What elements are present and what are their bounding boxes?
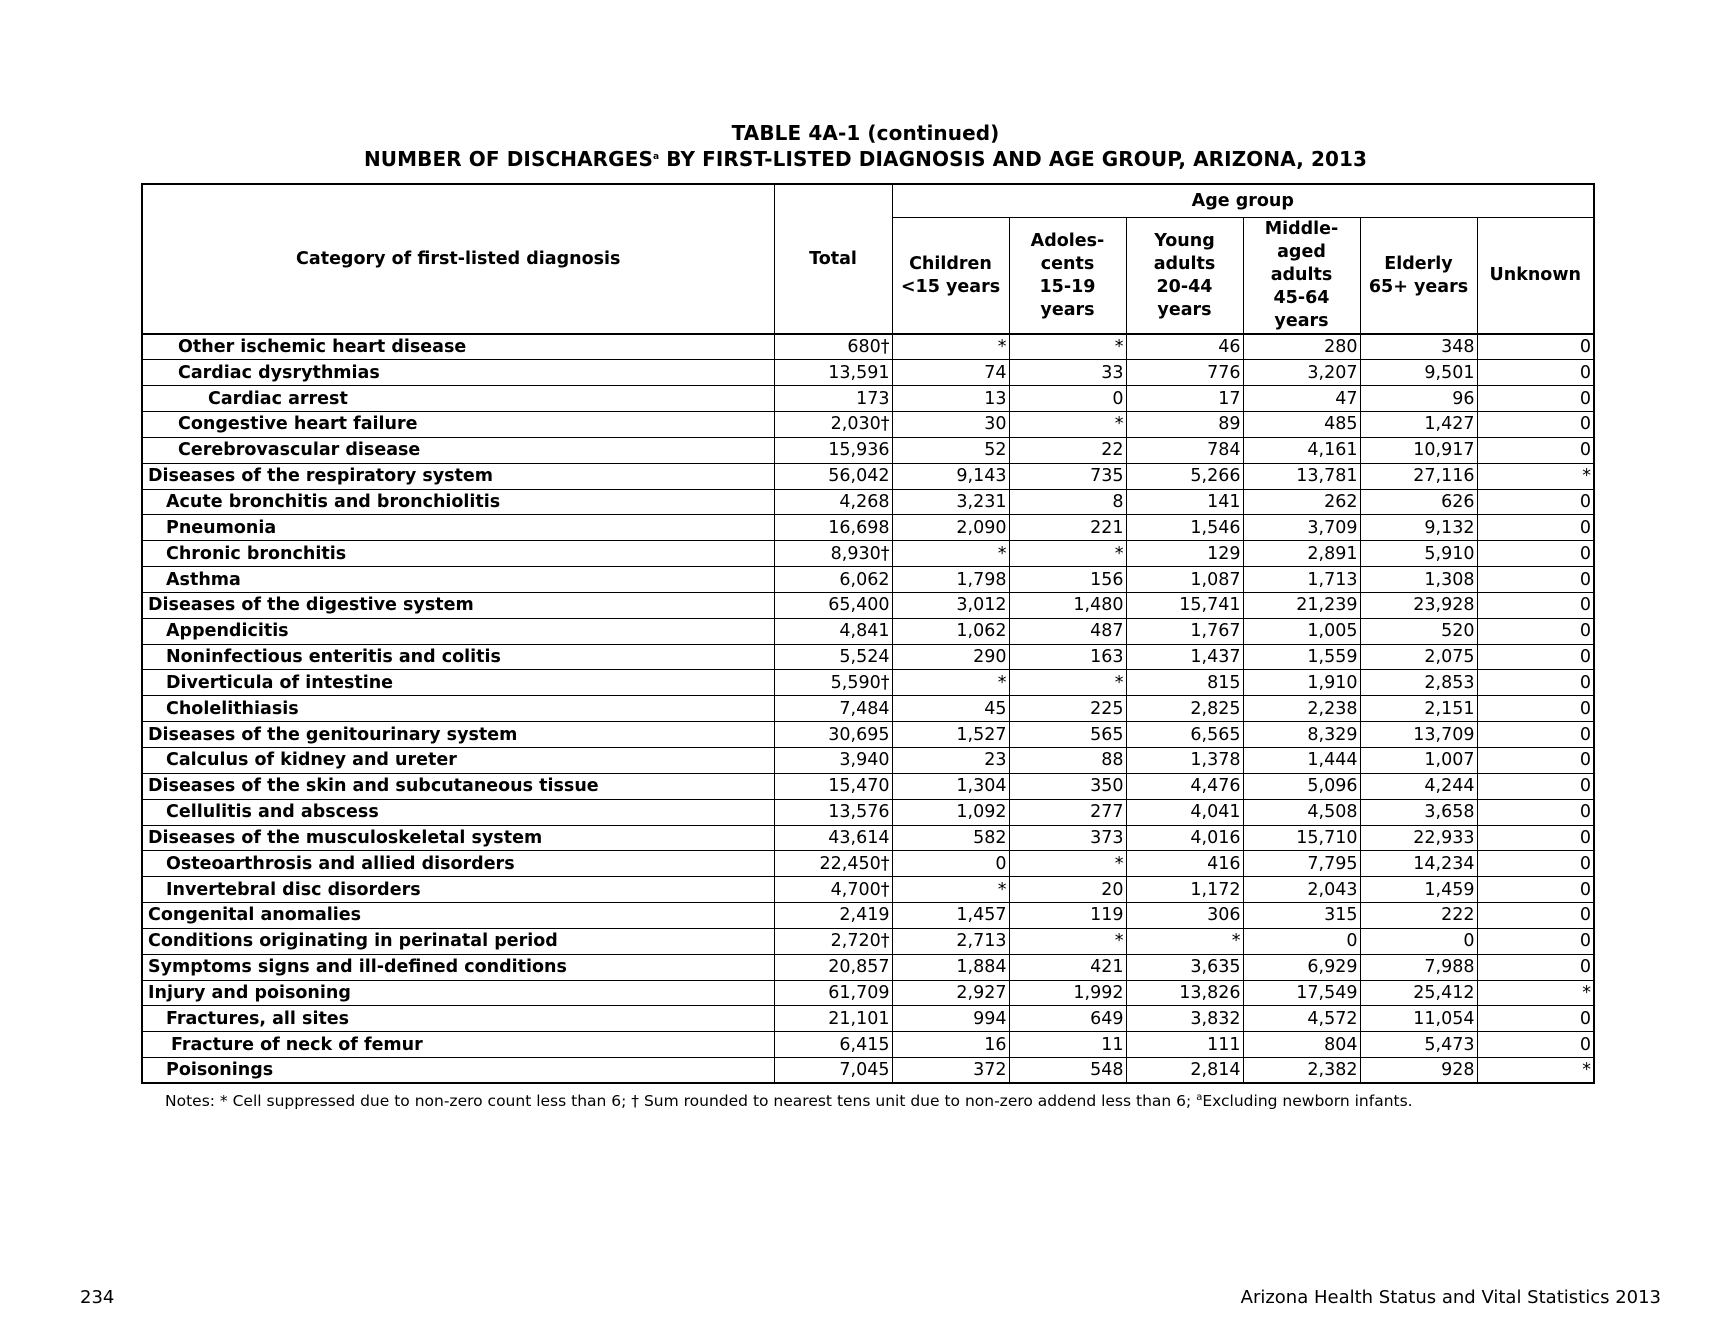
table-row xyxy=(142,1032,1594,1058)
row-value: 0 xyxy=(1009,386,1126,412)
row-value: 548 xyxy=(1009,1058,1126,1084)
row-value: 11 xyxy=(1009,1032,1126,1058)
row-value: 1,459 xyxy=(1360,877,1477,903)
row-total: 8,930† xyxy=(774,541,892,567)
table-row xyxy=(142,748,1594,774)
row-category: Cardiac dysrythmias xyxy=(142,360,774,386)
row-value: * xyxy=(1477,463,1594,489)
table-row xyxy=(142,877,1594,903)
row-value: 0 xyxy=(1477,386,1594,412)
header-unknown: Unknown xyxy=(1477,218,1594,335)
row-value: * xyxy=(1126,928,1243,954)
row-value: 804 xyxy=(1243,1032,1360,1058)
row-value: 1,457 xyxy=(892,903,1009,929)
row-value: 3,709 xyxy=(1243,515,1360,541)
row-value: 129 xyxy=(1126,541,1243,567)
row-total: 30,695 xyxy=(774,722,892,748)
row-value: 163 xyxy=(1009,644,1126,670)
row-value: 0 xyxy=(1477,851,1594,877)
row-value: 27,116 xyxy=(1360,463,1477,489)
row-value: 21,239 xyxy=(1243,592,1360,618)
row-value: 4,572 xyxy=(1243,1006,1360,1032)
row-value: 0 xyxy=(1477,437,1594,463)
row-category: Fractures, all sites xyxy=(142,1006,774,1032)
header-age-group: Age group xyxy=(892,184,1594,218)
row-value: 221 xyxy=(1009,515,1126,541)
row-value: 13,709 xyxy=(1360,722,1477,748)
row-value: 3,658 xyxy=(1360,799,1477,825)
row-value: 928 xyxy=(1360,1058,1477,1084)
row-value: 6,565 xyxy=(1126,722,1243,748)
notes-footnote-marker: a xyxy=(1196,1092,1203,1103)
row-value: 416 xyxy=(1126,851,1243,877)
table-row xyxy=(142,618,1594,644)
row-category: Injury and poisoning xyxy=(142,980,774,1006)
row-value: 565 xyxy=(1009,722,1126,748)
table-row xyxy=(142,980,1594,1006)
row-value: 315 xyxy=(1243,903,1360,929)
row-value: 0 xyxy=(1477,1006,1594,1032)
row-value: 0 xyxy=(1477,799,1594,825)
row-value: 1,062 xyxy=(892,618,1009,644)
row-value: 994 xyxy=(892,1006,1009,1032)
row-value: 1,527 xyxy=(892,722,1009,748)
row-value: 1,005 xyxy=(1243,618,1360,644)
row-value: * xyxy=(1009,334,1126,360)
row-value: 2,814 xyxy=(1126,1058,1243,1084)
row-category: Conditions originating in perinatal period xyxy=(142,928,774,954)
row-total: 7,045 xyxy=(774,1058,892,1084)
row-value: 2,151 xyxy=(1360,696,1477,722)
row-value: 15,710 xyxy=(1243,825,1360,851)
row-value: 9,143 xyxy=(892,463,1009,489)
row-total: 5,590† xyxy=(774,670,892,696)
header-total: Total xyxy=(774,184,892,334)
row-total: 43,614 xyxy=(774,825,892,851)
table-row xyxy=(142,903,1594,929)
row-total: 13,576 xyxy=(774,799,892,825)
footer-source: Arizona Health Status and Vital Statistics 2013 xyxy=(1240,1287,1661,1308)
table-row xyxy=(142,851,1594,877)
row-total: 7,484 xyxy=(774,696,892,722)
row-value: 13,826 xyxy=(1126,980,1243,1006)
row-category: Diseases of the respiratory system xyxy=(142,463,774,489)
header-young-adults: Young adults 20-44 years xyxy=(1126,218,1243,335)
row-value: 25,412 xyxy=(1360,980,1477,1006)
row-value: 45 xyxy=(892,696,1009,722)
row-category: Diverticula of intestine xyxy=(142,670,774,696)
row-total: 5,524 xyxy=(774,644,892,670)
row-value: 0 xyxy=(1477,644,1594,670)
row-category: Cholelithiasis xyxy=(142,696,774,722)
row-value: 0 xyxy=(892,851,1009,877)
table-row xyxy=(142,1006,1594,1032)
row-value: 17,549 xyxy=(1243,980,1360,1006)
row-value: 2,713 xyxy=(892,928,1009,954)
table-row xyxy=(142,670,1594,696)
row-value: 10,917 xyxy=(1360,437,1477,463)
row-value: 11,054 xyxy=(1360,1006,1477,1032)
row-value: 1,087 xyxy=(1126,567,1243,593)
header-middle-aged: Middle- aged adults 45-64 years xyxy=(1243,218,1360,335)
row-total: 4,841 xyxy=(774,618,892,644)
row-value: 30 xyxy=(892,412,1009,438)
row-value: 2,853 xyxy=(1360,670,1477,696)
row-value: 1,304 xyxy=(892,773,1009,799)
row-value: 649 xyxy=(1009,1006,1126,1032)
row-value: 13,781 xyxy=(1243,463,1360,489)
row-value: 0 xyxy=(1477,360,1594,386)
header-adolescents: Adoles- cents 15-19 years xyxy=(1009,218,1126,335)
row-value: 8 xyxy=(1009,489,1126,515)
discharges-table xyxy=(141,183,1595,1084)
row-total: 3,940 xyxy=(774,748,892,774)
row-category: Poisonings xyxy=(142,1058,774,1084)
table-notes xyxy=(165,1092,1413,1110)
table-row xyxy=(142,437,1594,463)
row-value: 280 xyxy=(1243,334,1360,360)
table-row xyxy=(142,489,1594,515)
row-value: 3,231 xyxy=(892,489,1009,515)
row-value: 0 xyxy=(1477,670,1594,696)
row-value: 5,910 xyxy=(1360,541,1477,567)
row-value: 0 xyxy=(1477,592,1594,618)
row-value: 4,244 xyxy=(1360,773,1477,799)
row-value: 1,308 xyxy=(1360,567,1477,593)
row-value: * xyxy=(1009,851,1126,877)
row-value: 96 xyxy=(1360,386,1477,412)
notes-text: Notes: * Cell suppressed due to non-zero count less than 6; † Sum rounded to nearest tens unit due to non-zero addend less than 6; xyxy=(165,1092,1197,1110)
row-value: * xyxy=(1477,980,1594,1006)
row-value: * xyxy=(892,541,1009,567)
header-elderly: Elderly 65+ years xyxy=(1360,218,1477,335)
row-value: 1,172 xyxy=(1126,877,1243,903)
row-value: 3,832 xyxy=(1126,1006,1243,1032)
row-value: 0 xyxy=(1477,877,1594,903)
row-category: Invertebral disc disorders xyxy=(142,877,774,903)
row-value: 225 xyxy=(1009,696,1126,722)
row-value: 0 xyxy=(1477,773,1594,799)
row-value: 0 xyxy=(1477,334,1594,360)
row-value: 0 xyxy=(1477,928,1594,954)
row-value: 23 xyxy=(892,748,1009,774)
row-total: 56,042 xyxy=(774,463,892,489)
row-total: 61,709 xyxy=(774,980,892,1006)
row-value: 373 xyxy=(1009,825,1126,851)
page-number: 234 xyxy=(80,1287,115,1308)
row-value: 222 xyxy=(1360,903,1477,929)
row-value: 0 xyxy=(1477,412,1594,438)
row-value: 119 xyxy=(1009,903,1126,929)
row-value: 0 xyxy=(1477,696,1594,722)
row-value: 33 xyxy=(1009,360,1126,386)
row-category: Asthma xyxy=(142,567,774,593)
row-value: * xyxy=(892,670,1009,696)
row-value: 348 xyxy=(1360,334,1477,360)
row-value: 1,559 xyxy=(1243,644,1360,670)
notes-text-rest: Excluding newborn infants. xyxy=(1202,1092,1413,1110)
row-total: 16,698 xyxy=(774,515,892,541)
row-value: 0 xyxy=(1360,928,1477,954)
row-value: 0 xyxy=(1477,748,1594,774)
row-value: 1,713 xyxy=(1243,567,1360,593)
row-value: 1,884 xyxy=(892,954,1009,980)
row-value: 2,927 xyxy=(892,980,1009,1006)
row-value: 626 xyxy=(1360,489,1477,515)
row-value: 14,234 xyxy=(1360,851,1477,877)
table-title: TABLE 4A-1 (continued) xyxy=(731,121,1000,145)
row-category: Cerebrovascular disease xyxy=(142,437,774,463)
row-value: 0 xyxy=(1477,489,1594,515)
row-category: Calculus of kidney and ureter xyxy=(142,748,774,774)
row-category: Cardiac arrest xyxy=(142,386,774,412)
row-value: 0 xyxy=(1477,903,1594,929)
table-row xyxy=(142,463,1594,489)
row-category: Congestive heart failure xyxy=(142,412,774,438)
row-value: 89 xyxy=(1126,412,1243,438)
row-value: 141 xyxy=(1126,489,1243,515)
row-value: 4,016 xyxy=(1126,825,1243,851)
table-row xyxy=(142,696,1594,722)
row-category: Acute bronchitis and bronchiolitis xyxy=(142,489,774,515)
row-value: 4,161 xyxy=(1243,437,1360,463)
row-value: 520 xyxy=(1360,618,1477,644)
table-row xyxy=(142,799,1594,825)
row-value: 13 xyxy=(892,386,1009,412)
table-row xyxy=(142,412,1594,438)
row-total: 2,720† xyxy=(774,928,892,954)
row-value: 487 xyxy=(1009,618,1126,644)
row-value: 1,092 xyxy=(892,799,1009,825)
row-value: 485 xyxy=(1243,412,1360,438)
row-total: 13,591 xyxy=(774,360,892,386)
row-total: 20,857 xyxy=(774,954,892,980)
row-value: 1,910 xyxy=(1243,670,1360,696)
row-category: Other ischemic heart disease xyxy=(142,334,774,360)
row-value: 22,933 xyxy=(1360,825,1477,851)
row-value: 4,476 xyxy=(1126,773,1243,799)
row-value: * xyxy=(1477,1058,1594,1084)
row-total: 6,062 xyxy=(774,567,892,593)
table-row xyxy=(142,954,1594,980)
row-value: 0 xyxy=(1477,1032,1594,1058)
table-row xyxy=(142,515,1594,541)
row-value: 5,266 xyxy=(1126,463,1243,489)
table-header xyxy=(142,184,1594,334)
row-value: 1,480 xyxy=(1009,592,1126,618)
row-value: 3,012 xyxy=(892,592,1009,618)
row-category: Fracture of neck of femur xyxy=(142,1032,774,1058)
row-category: Chronic bronchitis xyxy=(142,541,774,567)
row-value: 74 xyxy=(892,360,1009,386)
row-value: 2,238 xyxy=(1243,696,1360,722)
row-total: 15,936 xyxy=(774,437,892,463)
table-row xyxy=(142,592,1594,618)
row-value: 7,988 xyxy=(1360,954,1477,980)
row-value: 306 xyxy=(1126,903,1243,929)
row-value: * xyxy=(1009,412,1126,438)
row-value: 16 xyxy=(892,1032,1009,1058)
row-value: 372 xyxy=(892,1058,1009,1084)
row-value: 1,444 xyxy=(1243,748,1360,774)
row-value: 0 xyxy=(1477,541,1594,567)
row-value: 15,741 xyxy=(1126,592,1243,618)
row-value: 2,825 xyxy=(1126,696,1243,722)
table-row xyxy=(142,541,1594,567)
row-value: 47 xyxy=(1243,386,1360,412)
header-children: Children <15 years xyxy=(892,218,1009,335)
row-total: 15,470 xyxy=(774,773,892,799)
table-subtitle xyxy=(0,147,1731,171)
row-value: 4,508 xyxy=(1243,799,1360,825)
row-category: Diseases of the genitourinary system xyxy=(142,722,774,748)
row-value: 277 xyxy=(1009,799,1126,825)
header-category: Category of first-listed diagnosis xyxy=(142,184,774,334)
row-value: 20 xyxy=(1009,877,1126,903)
row-value: 784 xyxy=(1126,437,1243,463)
row-category: Appendicitis xyxy=(142,618,774,644)
row-value: 156 xyxy=(1009,567,1126,593)
row-category: Diseases of the skin and subcutaneous tissue xyxy=(142,773,774,799)
row-total: 2,030† xyxy=(774,412,892,438)
row-value: 5,473 xyxy=(1360,1032,1477,1058)
row-value: * xyxy=(892,334,1009,360)
table-row xyxy=(142,722,1594,748)
row-value: 6,929 xyxy=(1243,954,1360,980)
row-value: 1,992 xyxy=(1009,980,1126,1006)
row-value: 421 xyxy=(1009,954,1126,980)
row-total: 4,700† xyxy=(774,877,892,903)
row-value: 1,437 xyxy=(1126,644,1243,670)
row-value: 9,501 xyxy=(1360,360,1477,386)
row-value: 52 xyxy=(892,437,1009,463)
row-value: 4,041 xyxy=(1126,799,1243,825)
table-row xyxy=(142,334,1594,360)
row-value: 582 xyxy=(892,825,1009,851)
row-value: 9,132 xyxy=(1360,515,1477,541)
row-value: 111 xyxy=(1126,1032,1243,1058)
row-value: 815 xyxy=(1126,670,1243,696)
row-value: 2,075 xyxy=(1360,644,1477,670)
row-value: 2,891 xyxy=(1243,541,1360,567)
row-category: Diseases of the digestive system xyxy=(142,592,774,618)
row-value: * xyxy=(1009,670,1126,696)
row-value: 1,798 xyxy=(892,567,1009,593)
row-category: Cellulitis and abscess xyxy=(142,799,774,825)
row-total: 22,450† xyxy=(774,851,892,877)
row-total: 21,101 xyxy=(774,1006,892,1032)
row-value: 262 xyxy=(1243,489,1360,515)
row-category: Osteoarthrosis and allied disorders xyxy=(142,851,774,877)
table-row xyxy=(142,825,1594,851)
row-value: 2,382 xyxy=(1243,1058,1360,1084)
row-total: 680† xyxy=(774,334,892,360)
row-value: 1,427 xyxy=(1360,412,1477,438)
table-row xyxy=(142,360,1594,386)
row-value: 1,767 xyxy=(1126,618,1243,644)
row-value: 0 xyxy=(1477,567,1594,593)
subtitle-text: NUMBER OF DISCHARGES xyxy=(363,147,653,171)
row-category: Congenital anomalies xyxy=(142,903,774,929)
row-value: 735 xyxy=(1009,463,1126,489)
row-value: 46 xyxy=(1126,334,1243,360)
row-value: 5,096 xyxy=(1243,773,1360,799)
row-total: 2,419 xyxy=(774,903,892,929)
subtitle-text-rest: BY FIRST-LISTED DIAGNOSIS AND AGE GROUP, ARIZONA, 2013 xyxy=(659,147,1368,171)
row-value: 23,928 xyxy=(1360,592,1477,618)
row-value: * xyxy=(1009,541,1126,567)
row-value: * xyxy=(892,877,1009,903)
row-value: 0 xyxy=(1243,928,1360,954)
row-value: 2,090 xyxy=(892,515,1009,541)
row-category: Noninfectious enteritis and colitis xyxy=(142,644,774,670)
row-value: * xyxy=(1009,928,1126,954)
row-total: 6,415 xyxy=(774,1032,892,1058)
row-value: 88 xyxy=(1009,748,1126,774)
row-total: 4,268 xyxy=(774,489,892,515)
row-value: 350 xyxy=(1009,773,1126,799)
row-value: 290 xyxy=(892,644,1009,670)
row-value: 17 xyxy=(1126,386,1243,412)
row-value: 7,795 xyxy=(1243,851,1360,877)
table-row xyxy=(142,928,1594,954)
table-row xyxy=(142,386,1594,412)
row-category: Diseases of the musculoskeletal system xyxy=(142,825,774,851)
table-body xyxy=(142,334,1594,1083)
row-value: 0 xyxy=(1477,954,1594,980)
row-value: 3,207 xyxy=(1243,360,1360,386)
row-total: 65,400 xyxy=(774,592,892,618)
row-value: 3,635 xyxy=(1126,954,1243,980)
table-row xyxy=(142,773,1594,799)
row-value: 22 xyxy=(1009,437,1126,463)
table-row xyxy=(142,567,1594,593)
row-value: 0 xyxy=(1477,618,1594,644)
subtitle-footnote-marker: a xyxy=(652,152,660,162)
row-value: 776 xyxy=(1126,360,1243,386)
table-row xyxy=(142,644,1594,670)
row-total: 173 xyxy=(774,386,892,412)
row-category: Symptoms signs and ill-defined conditions xyxy=(142,954,774,980)
table-row xyxy=(142,1058,1594,1084)
row-value: 8,329 xyxy=(1243,722,1360,748)
row-value: 0 xyxy=(1477,515,1594,541)
row-category: Pneumonia xyxy=(142,515,774,541)
row-value: 1,007 xyxy=(1360,748,1477,774)
row-value: 1,378 xyxy=(1126,748,1243,774)
row-value: 0 xyxy=(1477,825,1594,851)
row-value: 1,546 xyxy=(1126,515,1243,541)
row-value: 2,043 xyxy=(1243,877,1360,903)
row-value: 0 xyxy=(1477,722,1594,748)
